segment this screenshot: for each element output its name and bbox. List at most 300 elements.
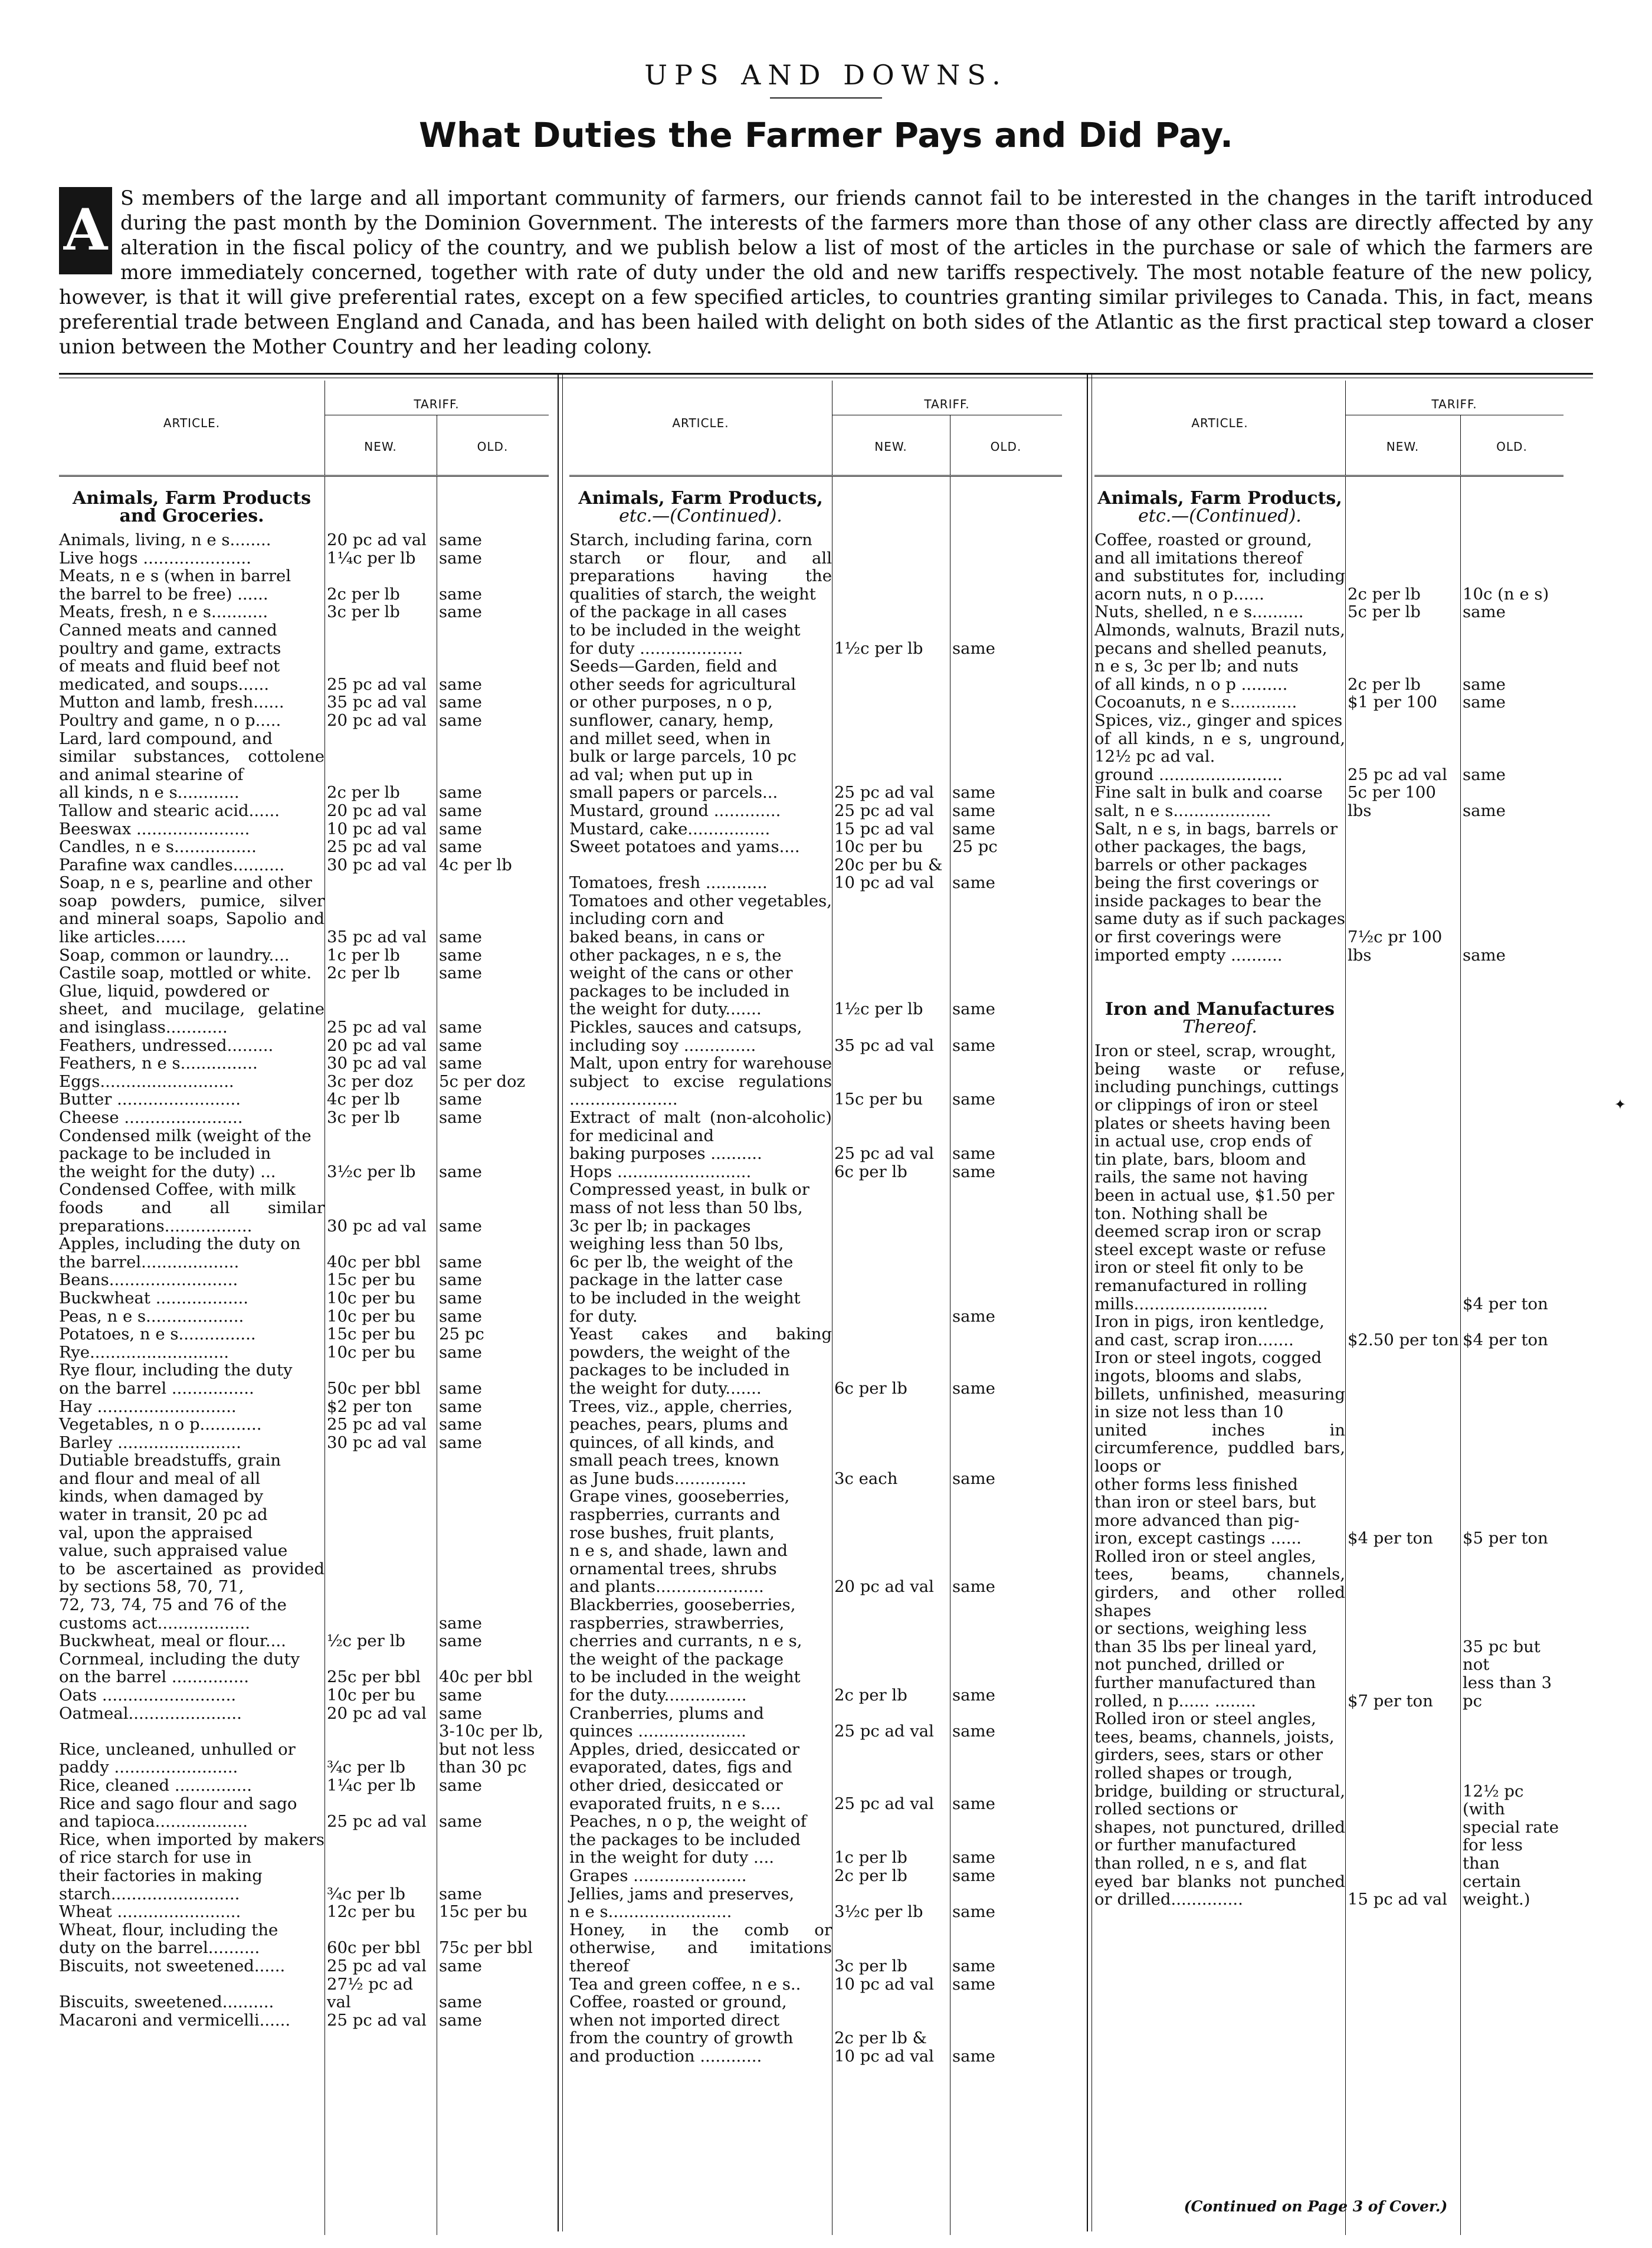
article-cell: Soap, common or laundry.... [59,945,290,965]
tariff-row [1094,621,1564,693]
article-cell: Eggs.......................... [59,1071,234,1091]
old-rate-cell: same [439,1378,482,1398]
new-header: NEW. [364,440,397,454]
column-separator [562,373,563,2231]
old-rate-cell: same [439,1306,482,1326]
new-rate-cell: 6c per lb [834,1378,907,1398]
new-rate-cell: $2.50 per ton [1348,1330,1459,1349]
tariff-row [59,1975,549,2011]
article-title: What Duties the Farmer Pays and Did Pay. [418,115,1234,155]
article-header: ARTICLE. [672,416,729,430]
old-rate-cell: same [952,1974,995,1994]
tariff-row [1094,603,1564,621]
old-rate-cell: same [1463,945,1506,965]
old-rate-cell: 75c per bbl [439,1938,533,1958]
tariff-header: TARIFF. [1431,397,1477,411]
tariff-row [569,1054,1062,1109]
new-rate-cell: 3c each [834,1469,898,1488]
section-title: Animals, Farm Products, [1097,488,1342,509]
old-rate-cell: same [952,1866,995,1885]
tariff-row [59,874,549,946]
tariff-row [569,1398,1062,1488]
article-cell: Wheat ........................ [59,1902,241,1922]
old-rate-cell: $4 per ton [1463,1294,1548,1313]
article-cell: Trees, viz., apple, cherries, peaches, pears, plums and quinces, of all kinds, and small peach trees, known as June buds.............. [569,1397,793,1488]
old-rate-cell: 25 pc [952,837,998,857]
tariff-row [569,1993,1062,2065]
old-rate-cell: same [439,1686,482,1705]
tariff-row [1094,693,1564,712]
table-top-rule [59,373,1593,375]
old-rate-cell: same [439,1631,482,1651]
new-rate-cell: 5c per lb [1348,602,1421,622]
old-rate-cell: same [439,530,482,549]
new-rate-cell: ¾c per lb [327,1758,405,1777]
old-rate-cell: 25 pc [439,1325,484,1344]
old-rate-cell: same [439,1108,482,1127]
old-rate-cell: same [952,2046,995,2066]
article-cell: Candles, n e s................ [59,837,257,857]
header-divider [324,381,325,475]
new-rate-cell: 15c per bu [834,1090,923,1109]
old-rate-cell: same [439,837,482,857]
old-rate-cell: same [439,1397,482,1416]
old-rate-cell: same [439,1288,482,1307]
header-divider [1460,415,1461,475]
article-cell: Biscuits, not sweetened...... [59,1956,286,1975]
article-cell: Vegetables, n o p............ [59,1415,262,1434]
new-rate-cell: 2c per lb [834,1686,907,1705]
cell-divider [1460,477,1461,2235]
article-cell: Mustard, ground ............. [569,801,781,820]
old-rate-cell: same [439,1956,482,1975]
article-cell: Pickles, sauces and catsups, including soy .............. [569,1018,802,1055]
tariff-row [59,1903,549,1921]
tariff-row [59,1415,549,1434]
tariff-row [59,1398,549,1416]
tariff-row [59,1957,549,1975]
intro-text: S members of the large and all important community of farmers, our friends cannot fail to be interested in the changes in the tarift introduced during the past month by the Dominion Government. The interests of the farmers more than those of any other class are directly affected by any alteration in the fiscal policy of the country, and we publish below a list of most of the articles in the purchase or sale of which the farmers are more immediately concerned, together with rate of duty under the old and new tariffs respectively. The most notable feature of the new policy, however, is that it will give preferential rates, except on a few specified articles, to countries granting similar privileges to Canada. This, in fact, means preferential trade between England and Canada, and has been hailed with delight on both sides of the Atlantic as the first practical step toward a closer union between the Mother Country and her leading colony. [59,186,1593,358]
new-rate-cell: 25 pc ad val [834,1794,934,1813]
old-rate-cell: same [1463,765,1506,784]
old-rate-cell: same [439,964,482,983]
old-rate-cell: same [952,1469,995,1488]
article-cell: Cranberries, plums and quinces ..................... [569,1703,764,1741]
new-rate-cell: 1c per lb [327,945,400,965]
old-rate-cell: same [439,1252,482,1272]
article-cell: Jellies, jams and preserves, n e s........................ [569,1884,795,1922]
new-rate-cell: 25 pc ad val [327,837,427,857]
article-cell: Cornmeal, including the duty on the barrel ............... [59,1649,300,1687]
tariff-row [569,856,1062,892]
old-rate-cell: same [439,1018,482,1037]
tariff-row [569,531,1062,657]
old-rate-cell: same [439,928,482,947]
tariff-row [1094,1710,1564,1909]
old-rate-cell: same [439,674,482,694]
new-header: NEW. [1386,440,1420,454]
new-rate-cell: 2c per lb [327,584,400,604]
article-cell: Animals, living, n e s........ [59,530,271,549]
article-cell: Iron in pigs, iron kentledge, and cast, scrap iron....... [1094,1312,1325,1349]
tariff-row [59,802,549,820]
dropcap-initial: A [59,187,112,274]
new-rate-cell: 10c per bu [327,1306,416,1326]
article-cell: Tomatoes, fresh ............ [569,873,768,893]
new-rate-cell: 20c per bu & 10 pc ad val [834,855,943,893]
tariff-row [1094,712,1564,784]
tariff-column-1 [59,381,549,2029]
article-cell: Glue, liquid, powdered or sheet, and mucilage, gelatine and isinglass............ [59,981,324,1037]
old-rate-cell: same [439,783,482,802]
old-rate-cell: 35 pc but not less than 3 pc [1463,1637,1552,1710]
article-cell: Rye flour, including the duty on the barrel ................ [59,1361,293,1398]
article-cell: Beans......................... [59,1270,238,1290]
new-rate-cell: 30 pc ad val [327,855,427,874]
old-rate-cell: 10c (n e s) [1463,584,1549,604]
article-cell: Parafine wax candles.......... [59,855,285,874]
section-title: Iron and Manufactures [1104,999,1335,1020]
tariff-row [1094,784,1564,820]
new-rate-cell: 3½c per lb [834,1902,923,1922]
tariff-header: TARIFF. [924,397,970,411]
section-gap [1094,964,1564,988]
new-rate-cell: 1½c per lb [834,638,923,658]
old-rate-cell: same [439,1216,482,1236]
tariff-row [59,1831,549,1903]
tariff-rows [59,477,549,2029]
old-rate-cell: same [439,1433,482,1452]
tariff-row [569,1163,1062,1181]
tariff-row [59,1307,549,1326]
article-cell: Honey, in the comb or otherwise, and imitations thereof [569,1920,832,1975]
article-cell: Seeds—Garden, field and other seeds for agricultural or other purposes, n o p, sunflower, canary, hemp, and millet seed, when in bulk or large parcels, 10 pc ad val; when put up in small papers or parcels... [569,657,796,802]
old-rate-cell: same [439,1613,482,1633]
old-rate-cell: same [439,1812,482,1831]
new-rate-cell: 2c per lb & 10 pc ad val [834,2029,934,2066]
tariff-row [569,1487,1062,1596]
tariff-row [569,1921,1062,1975]
old-rate-cell: same [439,710,482,730]
new-rate-cell: 35 pc ad val [834,1035,934,1055]
article-cell: Rice, when imported by makers of rice starch for use in their factories in making starch......................... [59,1830,324,1903]
article-cell: Castile soap, mottled or white. [59,964,312,983]
new-header: NEW. [874,440,907,454]
old-rate-cell: same [439,1993,482,2012]
old-rate-cell: same [439,819,482,838]
article-cell: Biscuits, sweetened.......... [59,1993,274,2012]
article-cell: Spices, viz., ginger and spices of all kinds, n e s, unground, 12½ pc ad val. ground ........................ [1094,710,1345,784]
new-rate-cell: 10 pc ad val [834,1974,934,1994]
article-cell: Sweet potatoes and yams.... [569,837,800,857]
article-cell: Poultry and game, n o p..... [59,710,281,730]
new-rate-cell: 15 pc ad val [834,819,934,838]
new-rate-cell: 2c per lb [1348,584,1421,604]
old-header: OLD. [990,440,1022,454]
continued-note: (Continued on Page 3 of Cover.) [1184,2198,1448,2215]
tariff-row [59,1343,549,1362]
old-rate-cell: same [439,693,482,712]
new-rate-cell: 15 pc ad val [1348,1890,1447,1909]
section-title: Animals, Farm Products and Groceries. [72,488,312,526]
old-rate-cell: same [952,1090,995,1109]
section-subtitle: Thereof. [1182,1017,1257,1038]
new-rate-cell: 2c per lb [1348,674,1421,694]
article-cell: Buckwheat, meal or flour.... [59,1631,286,1651]
article-cell: Hops .......................... [569,1162,752,1181]
new-rate-cell: $1 per 100 [1348,693,1437,712]
new-rate-cell: 4c per lb [327,1090,400,1109]
new-rate-cell: ¾c per lb [327,1884,405,1903]
article-cell: Tallow and stearic acid...... [59,801,280,820]
new-rate-cell: 25 pc ad val [834,783,934,802]
tariff-row [59,712,549,730]
article-cell: Soap, n e s, pearline and other soap powders, pumice, silver and mineral soaps, Sapolio and like articles...... [59,873,324,947]
new-rate-cell: 25 pc ad val [834,801,934,820]
old-rate-cell: same [1463,693,1506,712]
article-cell: Iron or steel, scrap, wrought, being waste or refuse, including punchings, cuttings or clippings of iron or steel plates or sheets having been in actual use, crop ends of tin plate, bars, bloom and rails, the same not having been in actual use, $1.50 per ton. Nothing shall be deemed scrap iron or scrap steel except waste or refuse iron or steel fit only to be remanufactured in rolling mills.......................... [1094,1041,1345,1313]
old-rate-cell: same [439,548,482,568]
old-rate-cell: same [952,1794,995,1813]
new-rate-cell: 25c per bbl [327,1667,421,1687]
article-cell: Yeast cakes and baking powders, the weight of the packages to be included in the weight for duty....... [569,1325,832,1398]
old-rate-cell: same [439,602,482,622]
intro-paragraph [59,186,1593,359]
tariff-row [59,1361,549,1397]
new-rate-cell: 3½c per lb [327,1162,416,1181]
new-rate-cell: 30 pc ad val [327,1054,427,1073]
old-rate-cell: 12½ pc (with special rate for less than certain weight.) [1463,1781,1559,1909]
article-cell: Oats .......................... [59,1686,237,1705]
old-rate-cell: same [439,1703,482,1723]
old-rate-cell: same [439,1035,482,1055]
article-cell: Nuts, shelled, n e s.......... [1094,602,1304,622]
new-rate-cell: 20 pc ad val [834,1577,934,1597]
article-cell: Grape vines, gooseberries, raspberries, currants and rose bushes, fruit plants, n e s, and shade, lawn and ornamental trees, shrubs and plants..................... [569,1487,790,1597]
article-cell: Wheat, flour, including the duty on the barrel.......... [59,1920,278,1958]
article-cell: Lard, lard compound, and similar substances, cottolene and animal stearine of all kinds, n e s............ [59,729,324,802]
article-cell: Apples, dried, desiccated or evaporated, dates, figs and other dried, desiccated or evaporated fruits, n e s.... [569,1739,799,1813]
tariff-row [569,1885,1062,1921]
article-cell: Peas, n e s................... [59,1306,244,1326]
tariff-row [59,1650,549,1686]
article-cell: Peaches, n o p, the weight of the packages to be included in the weight for duty .... [569,1812,807,1867]
article-cell: Barley ........................ [59,1433,241,1452]
old-rate-cell: same [952,1306,995,1326]
new-rate-cell: 2c per lb [327,964,400,983]
new-rate-cell: 30 pc ad val [327,1216,427,1236]
tariff-row [569,657,1062,802]
section-title: Animals, Farm Products, [578,488,823,509]
new-rate-cell: 2c per lb [834,1866,907,1885]
new-rate-cell: 20 pc ad val [327,1035,427,1055]
new-rate-cell: 25 pc ad val [327,1812,427,1831]
old-rate-cell: same [952,1144,995,1164]
tariff-row [59,1271,549,1289]
new-rate-cell: 20 pc ad val [327,710,427,730]
tariff-row [569,802,1062,820]
column-separator [1087,373,1088,2231]
old-rate-cell: 40c per bbl [439,1667,533,1687]
new-rate-cell: 60c per bbl [327,1938,421,1958]
tariff-row [59,1451,549,1632]
old-rate-cell: same [439,1090,482,1109]
tariff-row [59,621,549,693]
old-rate-cell: same [439,1775,482,1795]
old-rate-cell: same [952,1956,995,1975]
column-header [59,381,549,477]
new-rate-cell: 10 pc ad val [327,819,427,838]
tariff-row [59,838,549,856]
new-rate-cell: 5c per 100 lbs [1348,783,1436,820]
old-rate-cell: same [439,2010,482,2030]
tariff-row [569,1109,1062,1163]
tariff-row [569,1741,1062,1813]
tariff-row [59,964,549,982]
old-rate-cell: same [439,1884,482,1903]
old-rate-cell: $5 per ton [1463,1529,1548,1548]
tariff-row [1094,1313,1564,1349]
new-rate-cell: 25 pc ad val [327,674,427,694]
old-rate-cell: same [952,1686,995,1705]
section-heading [1094,988,1345,1042]
tariff-row [59,1795,549,1831]
new-rate-cell: ½c per lb [327,1631,405,1651]
article-cell: Oatmeal...................... [59,1703,242,1723]
tariff-row [569,1813,1062,1867]
new-rate-cell: 12c per bu [327,1902,416,1922]
old-rate-cell: 3-10c per lb, but not less than 30 pc [439,1722,543,1777]
old-rate-cell: same [952,1848,995,1867]
old-rate-cell: same [439,801,482,820]
tariff-row [59,820,549,838]
article-cell: Rice, uncleaned, unhulled or paddy ........................ [59,1739,296,1777]
new-rate-cell: 35 pc ad val [327,693,427,712]
cell-divider [1345,477,1346,2235]
article-cell: Mustard, cake................ [569,819,771,838]
section-subtitle: etc.—(Continued). [619,506,782,526]
article-cell: Salt, n e s, in bags, barrels or other packages, the bags, barrels or other packages being the first coverings or inside packages to bear the same duty as if such packages or first coverings were imported empty .......... [1094,819,1345,965]
new-rate-cell: 35 pc ad val [327,928,427,947]
tariff-row [59,856,549,874]
tariff-row [569,1705,1062,1741]
tariff-row [59,1325,549,1343]
new-rate-cell: 40c per bbl [327,1252,421,1272]
new-rate-cell: 10c per bu [834,837,923,857]
tariff-row [569,1975,1062,1994]
tariff-row [59,1073,549,1091]
new-rate-cell: 50c per bbl [327,1378,421,1398]
old-rate-cell: 5c per doz [439,1071,526,1091]
tariff-row [59,567,549,603]
new-rate-cell: 25 pc ad val [327,2010,427,2030]
article-cell: Dutiable breadstuffs, grain and flour and meal of all kinds, when damaged by water in transit, 20 pc ad val, upon the appraised value, such appraised value to be ascertained as provided by sections 58, 70, 71, 72, 73, 74, 75 and 76 of the customs act.................. [59,1451,324,1633]
new-rate-cell: $2 per ton [327,1397,412,1416]
tariff-row [59,1777,549,1795]
new-rate-cell: 25 pc ad val [327,1956,427,1975]
old-rate-cell: same [439,1162,482,1181]
old-rate-cell: same [439,1342,482,1362]
new-rate-cell: 27½ pc ad val [327,1974,414,2012]
article-cell: Cocoanuts, n e s............. [1094,693,1297,712]
old-header: OLD. [477,440,509,454]
new-rate-cell: 25 pc ad val [327,1018,427,1037]
tariff-row [59,1705,549,1723]
new-rate-cell: 6c per lb [834,1162,907,1181]
new-rate-cell: 30 pc ad val [327,1433,427,1452]
new-rate-cell: 3c per lb [327,602,400,622]
article-cell: Meats, n e s (when in barrel the barrel to be free) ...... [59,566,291,604]
article-cell: Blackberries, gooseberries, raspberries, strawberries, cherries and currants, n e s, the weight of the package to be included in the weight for the duty................ [569,1595,802,1705]
tariff-row [59,2011,549,2030]
tariff-row [59,693,549,712]
article-cell: Starch, including farina, corn starch or flour, and all preparations having the qualities of starch, the weight of the package in all cases to be included in the weight for duty .................... [569,530,832,658]
old-rate-cell: same [439,1054,482,1073]
section-heading [1094,477,1345,531]
tariff-row [59,1686,549,1705]
tariff-row [59,1289,549,1307]
kicker-rule [770,97,882,99]
tariff-column-3 [1094,381,1564,1909]
old-rate-cell: 4c per lb [439,855,512,874]
cell-divider [324,477,325,2235]
tariff-row [59,1054,549,1073]
article-cell: Potatoes, n e s............... [59,1325,256,1344]
new-rate-cell: 1c per lb [834,1848,907,1867]
tariff-row [569,1018,1062,1054]
old-rate-cell: $4 per ton [1463,1330,1548,1349]
tariff-row [1094,531,1564,603]
new-rate-cell: 3c per lb [327,1108,400,1127]
tariff-row [59,1090,549,1109]
article-cell: Condensed Coffee, with milk foods and all similar preparations................. [59,1180,324,1236]
old-rate-cell: same [952,638,995,658]
article-cell: Rolled iron or steel angles, tees, beams, channels, girders, and other rolled shapes or sections, weighing less than 35 lbs per lineal yard, not punched, drilled or further manufactured than rolled, n p...... ........ [1094,1546,1345,1710]
page-kicker: UPS AND DOWNS. [644,59,1008,91]
article-cell: Buckwheat .................. [59,1288,249,1307]
old-rate-cell: same [952,1378,995,1398]
new-rate-cell: 15c per bu [327,1325,416,1344]
old-rate-cell: same [952,1577,995,1597]
old-rate-cell: same [952,1035,995,1055]
tariff-row [59,1127,549,1181]
header-divider [1345,381,1346,475]
old-rate-cell: same [952,873,995,893]
article-cell: Live hogs ..................... [59,548,251,568]
new-rate-cell: 20 pc ad val [327,801,427,820]
tariff-row [569,1867,1062,1885]
article-cell: Meats, fresh, n e s........... [59,602,268,622]
new-rate-cell: 3c per lb [834,1956,907,1975]
tariff-row [569,820,1062,838]
old-rate-cell: same [952,1902,995,1922]
new-rate-cell: 1¼c per lb [327,1775,416,1795]
old-rate-cell: same [439,584,482,604]
new-rate-cell: 25 pc ad val [1348,765,1447,784]
new-rate-cell: 25 pc ad val [834,1144,934,1164]
tariff-column-2 [569,381,1062,2065]
section-heading [59,477,324,531]
tariff-row [59,1181,549,1235]
old-rate-cell: same [952,783,995,802]
article-cell: Condensed milk (weight of the package to be included in the weight for the duty) ... [59,1126,312,1181]
old-rate-cell: 15c per bu [439,1902,528,1922]
article-header: ARTICLE. [163,416,221,430]
tariff-row [59,946,549,965]
new-rate-cell: 10c per bu [327,1342,416,1362]
article-cell: Almonds, walnuts, Brazil nuts, pecans and shelled peanuts, n e s, 3c per lb; and nuts of all kinds, n o p ......... [1094,620,1345,694]
new-rate-cell: 3c per doz [327,1071,414,1091]
